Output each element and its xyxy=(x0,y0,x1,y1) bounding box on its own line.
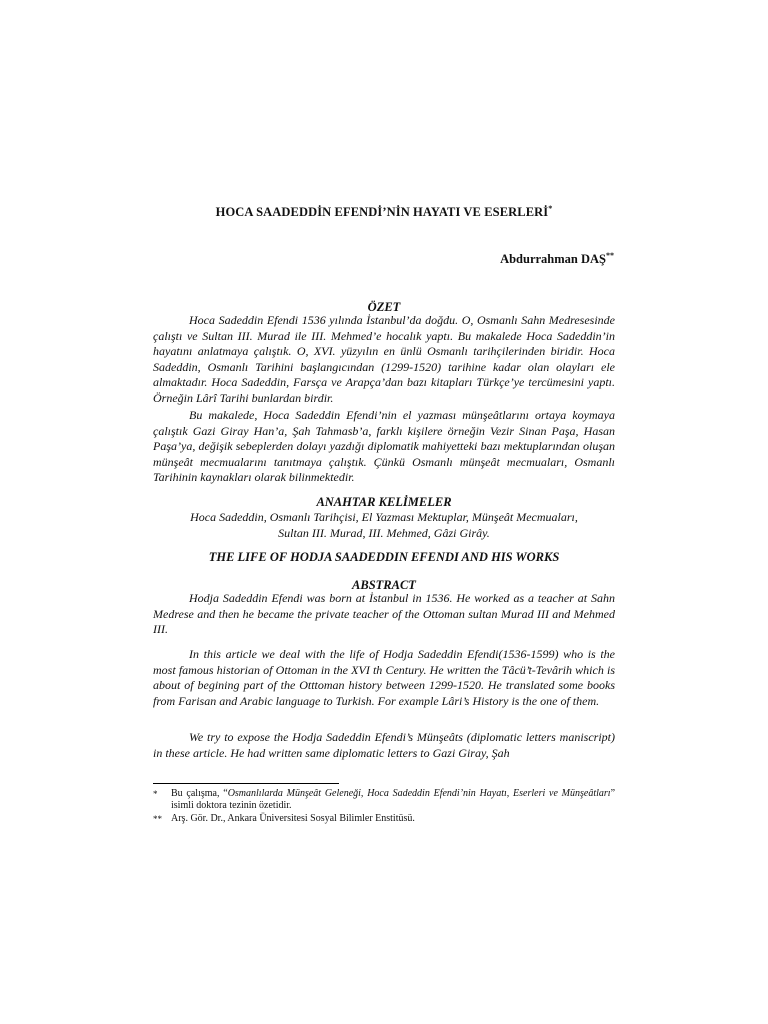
footnote-1-italic: Osmanlılarda Münşeât Geleneği, Hoca Sadeddin Efendi’nin Hayatı, Eserleri ve Münşeâtları xyxy=(227,788,611,799)
english-title: THE LIFE OF HODJA SAADEDDIN EFENDI AND HIS WORKS xyxy=(208,550,560,564)
abstract-text-2: In this article we deal with the life of Hodja Sadeddin Efendi(1536-1599) who is the most famous historian of Ottoman in the XVI th Century. He written the Tâcü’t-Tevârih which is about of begining part of the Otttoman history between 1299-1520. He translated some books from Farisan and Arabic language to Turkish. For example Lâri’s History is the one of them. xyxy=(153,647,615,708)
abstract-paragraph-3 xyxy=(153,730,615,761)
keywords-line-2: Sultan III. Murad, III. Mehmed, Gâzi Girây. xyxy=(278,525,490,540)
title-text: HOCA SAADEDDİN EFENDİ’NİN HAYATI VE ESERLERİ xyxy=(215,205,549,219)
abstract-text-1: Hodja Sadeddin Efendi was born at İstanbul in 1536. He worked as a teacher at Sahn Medrese and then he became the private teacher of the Ottoman sultan Murad III and Mehmed III. xyxy=(153,591,615,636)
ozet-paragraph-1 xyxy=(153,313,615,406)
author-footnote-mark: ** xyxy=(606,250,614,260)
footnote-1-pre: Bu çalışma, “ xyxy=(171,788,228,799)
footnote-1-post: ” isimli doktora tezinin özetidir. xyxy=(171,788,616,811)
paper-title xyxy=(153,205,615,220)
footnote-2 xyxy=(153,813,615,825)
footnote-separator xyxy=(153,783,339,784)
author-text: Abdurrahman DAŞ xyxy=(500,252,606,266)
keywords-line-1: Hoca Sadeddin, Osmanlı Tarihçisi, El Yazması Mektuplar, Münşeât Mecmuaları, xyxy=(190,510,578,524)
abstract-heading: ABSTRACT xyxy=(352,578,416,592)
footnote-1 xyxy=(153,788,615,812)
title-footnote-mark: * xyxy=(548,203,553,213)
keywords-list xyxy=(153,510,615,541)
keywords-heading: ANAHTAR KELİMELER xyxy=(316,495,452,509)
footnote-2-mark: ** xyxy=(153,814,162,824)
ozet-text-2: Bu makalede, Hoca Sadeddin Efendi’nin el yazması münşeâtlarını ortaya koymaya çalıştık Gazi Giray Han’a, Şah Tahmasb’a, farklı kişilere örneğin Vezir Sinan Paşa, Hasan Paşa’ya, değişik sebeplerden dolayı yazdığı diplomatik mahiyetteki bazı mektuplarından oluşan münşeât mecmualarını tanıtmaya çalıştık. Çünkü Osmanlı münşeât mecmuaları, Osmanlı Tarihinin kaynakları olarak bilinmektedir. xyxy=(153,408,615,484)
footnote-2-text: Arş. Gör. Dr., Ankara Üniversitesi Sosyal Bilimler Enstitüsü. xyxy=(171,813,415,824)
author-name xyxy=(500,252,614,267)
abstract-paragraph-1 xyxy=(153,591,615,638)
footnote-1-text xyxy=(171,788,615,812)
ozet-paragraph-2 xyxy=(153,408,615,486)
ozet-text-1: Hoca Sadeddin Efendi 1536 yılında İstanbul’da doğdu. O, Osmanlı Sahn Medresesinde çalıştı ve Sultan III. Murad ile III. Mehmed’e hocalık yaptı. Bu makalede Hoca Sadeddin’in hayatını anlatmaya çalıştık. O, XVI. yüzyılın en ünlü Osmanlı tarihçilerinden biridir. Hoca Sadeddin, Osmanlı Tarihini başlangıcından (1299-1520) tarihine kadar olan olayları ele almaktadır. Hoca Sadeddin, Farsça ve Arapça’dan bazı kitapları Türkçe’ye tercümesini yaptı. Örneğin Lârî Tarihi bunlardan birdir. xyxy=(153,313,615,405)
abstract-text-3: We try to expose the Hodja Sadeddin Efendi’s Münşeâts (diplomatic letters maniscript) in these article. He had written same diplomatic letters to Gazi Giray, Şah xyxy=(153,730,615,760)
ozet-heading: ÖZET xyxy=(367,300,401,314)
abstract-paragraph-2 xyxy=(153,647,615,709)
footnote-1-mark: * xyxy=(153,789,158,799)
